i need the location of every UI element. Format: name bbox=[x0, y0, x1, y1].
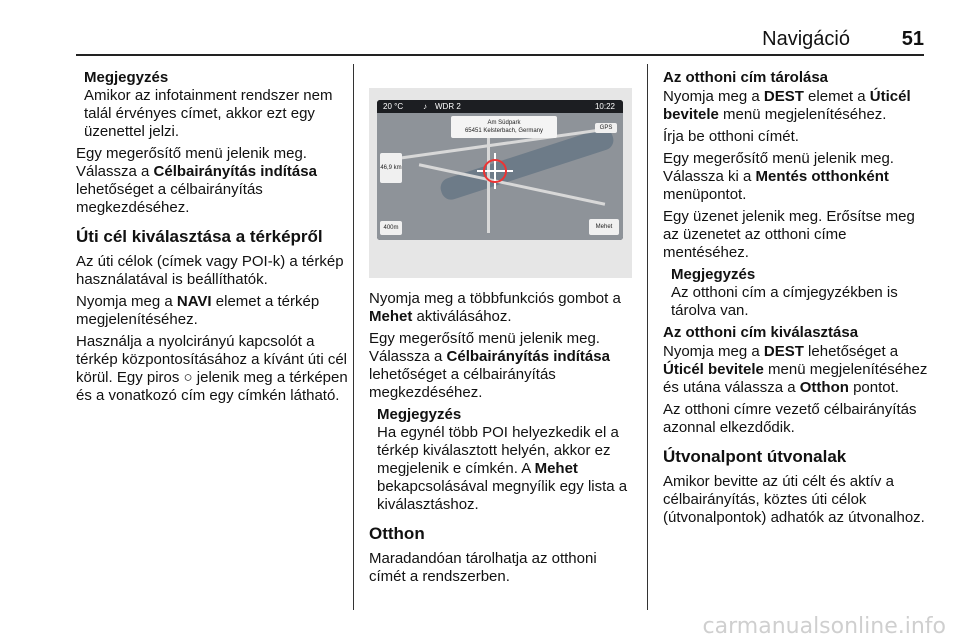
paragraph: Amikor bevitte az úti célt és aktív a célbairányítás, köztes úti célok (útvonalpontok) adhatók az útvonalhoz. bbox=[663, 473, 925, 526]
page-header bbox=[0, 0, 960, 60]
map-scale: 400m bbox=[380, 221, 402, 235]
paragraph: Használja a nyolcirányú kapcsolót a térkép központosításához a kívánt úti cél körül. Egy piros ○ jelenik meg a térképen és a vonatkozó cím egy címkén látható. bbox=[76, 333, 348, 404]
paragraph: Nyomja meg a NAVI elemet a térkép megjelenítéséhez. bbox=[76, 293, 320, 328]
subheading: Az otthoni cím tárolása bbox=[663, 69, 829, 86]
paragraph: Egy üzenet jelenik meg. Erősítse meg az üzenetet az otthoni címe mentéséhez. bbox=[663, 208, 915, 261]
distance-box: 46,9 km bbox=[380, 153, 402, 183]
clock: 10:22 bbox=[594, 102, 615, 111]
paragraph: Egy megerősítő menü jelenik meg. Válassza a Célbairányítás indítása lehetőséget a célbairányítás megkezdéséhez. bbox=[369, 330, 610, 401]
paragraph: Az úti célok (címek vagy POI-k) a térkép használatával is beállíthatók. bbox=[76, 253, 344, 288]
display-screen bbox=[377, 100, 623, 240]
section-heading: Útvonalpont útvonalak bbox=[663, 447, 847, 466]
red-circle-icon bbox=[483, 159, 507, 183]
map-view bbox=[377, 113, 623, 240]
paragraph: Nyomja meg a DEST elemet a Úticél bevitele menü megjelenítéséhez. bbox=[663, 88, 911, 123]
paragraph: Maradandóan tárolhatja az otthoni címét a rendszerben. bbox=[369, 550, 597, 585]
note-address-book bbox=[663, 266, 929, 320]
navigation-map-screenshot bbox=[369, 88, 632, 278]
paragraph: Nyomja meg a DEST lehetőséget a Úticél bevitele menü megjelenítéséhez és utána válassza a Otthon pontot. bbox=[663, 343, 928, 396]
paragraph: Az otthoni címre vezető célbairányítás azonnal elkezdődik. bbox=[663, 401, 917, 436]
circle-symbol: ○ bbox=[183, 369, 193, 386]
column-divider-1 bbox=[353, 64, 354, 610]
radio-icon: ♪ bbox=[423, 102, 427, 111]
page-number: 51 bbox=[901, 28, 924, 50]
section-heading: Úti cél kiválasztása a térképről bbox=[76, 227, 323, 246]
note-text: Ha egynél több POI helyezkedik el a térkép kiválasztott helyén, akkor ez megjelenik e címkén. A Mehet bekapcsolásával megnyílik egy lista a kiválasztáshoz. bbox=[377, 424, 628, 513]
paragraph: Egy megerősítő menü jelenik meg. Válassza ki a Mentés otthonként menüpontot. bbox=[663, 150, 894, 203]
note-title: Megjegyzés bbox=[377, 406, 462, 423]
paragraph: Nyomja meg a többfunkciós gombot a Mehet aktiválásához. bbox=[369, 290, 621, 325]
section-heading: Otthon bbox=[369, 524, 425, 543]
note-text: Amikor az infotainment rendszer nem talál érvényes címet, akkor ezt egy üzenettel jelzi. bbox=[84, 87, 333, 140]
address-label: Am Südpark 65451 Kelsterbach, Germany bbox=[451, 116, 557, 138]
header-rule bbox=[76, 54, 924, 56]
note-invalid-address bbox=[76, 69, 348, 141]
map-crosshair bbox=[477, 153, 513, 189]
temperature: 20 °C bbox=[383, 102, 404, 111]
note-text: Az otthoni cím a címjegyzékben is tárolva van. bbox=[671, 284, 898, 319]
gps-button: GPS bbox=[595, 123, 617, 133]
subheading: Az otthoni cím kiválasztása bbox=[663, 324, 859, 341]
column-1 bbox=[76, 69, 348, 409]
go-button: Mehet bbox=[589, 219, 619, 235]
column-divider-2 bbox=[647, 64, 648, 610]
paragraph: Egy megerősítő menü jelenik meg. Válassza a Célbairányítás indítása lehetőséget a célbairányítás megkezdéséhez. bbox=[76, 145, 317, 216]
watermark: carmanualsonline.info bbox=[702, 614, 946, 639]
section-title: Navigáció bbox=[762, 28, 850, 50]
note-title: Megjegyzés bbox=[84, 69, 169, 86]
note-multiple-poi bbox=[369, 406, 635, 514]
column-3 bbox=[663, 69, 929, 531]
paragraph: Írja be otthoni címét. bbox=[663, 128, 799, 145]
column-2 bbox=[369, 290, 635, 590]
note-title: Megjegyzés bbox=[671, 266, 756, 283]
radio-station: WDR 2 bbox=[435, 102, 461, 111]
status-bar bbox=[377, 100, 623, 113]
